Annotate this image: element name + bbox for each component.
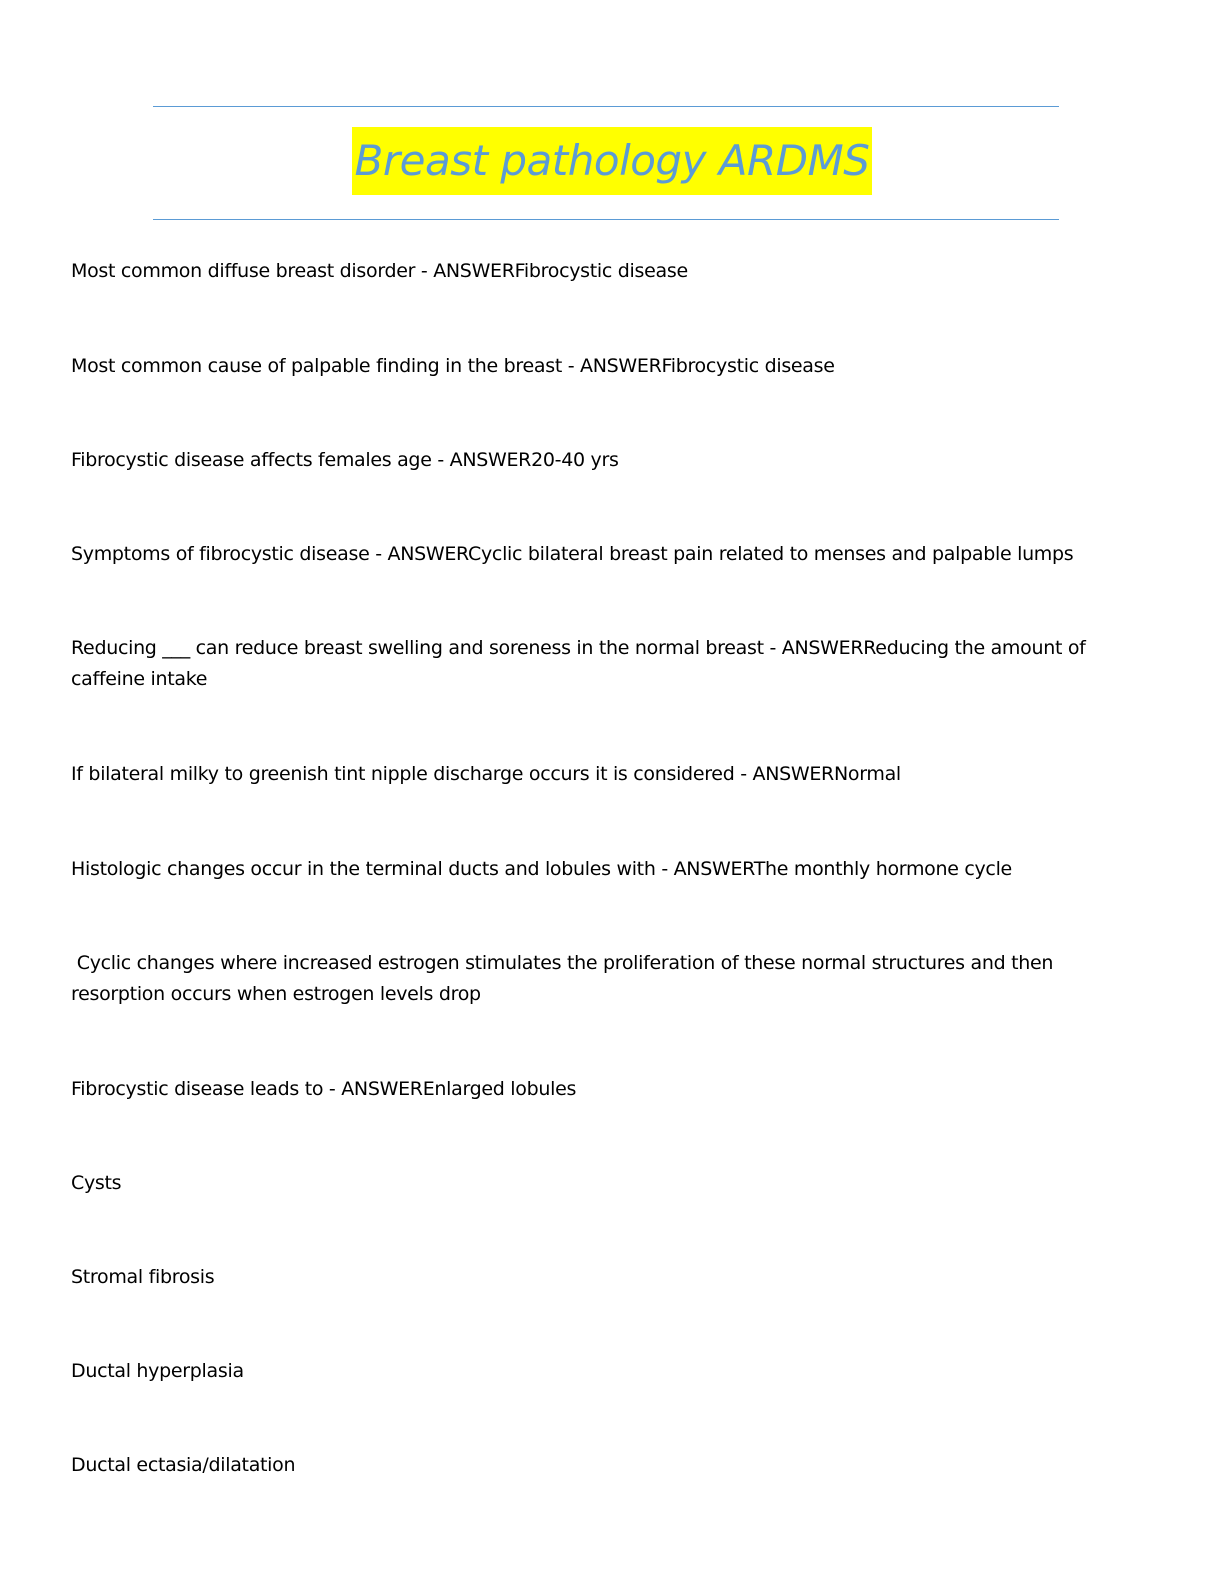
list-item-ductal-ectasia: Ductal ectasia/dilatation (71, 1454, 296, 1476)
qa-item-5: Reducing ___ can reduce breast swelling and soreness in the normal breast - ANSWERReducing the amount of caffeine intake (71, 637, 1092, 690)
title-container (0, 127, 1224, 195)
title-rule-bottom (153, 219, 1059, 220)
document-title: Breast pathology ARDMS (352, 127, 873, 195)
qa-item-8: Cyclic changes where increased estrogen stimulates the proliferation of these normal structures and then resorption occurs when estrogen levels drop (71, 952, 1059, 1005)
list-item-ductal-hyperplasia: Ductal hyperplasia (71, 1360, 244, 1382)
list-item-stromal-fibrosis: Stromal fibrosis (71, 1266, 215, 1288)
qa-item-1: Most common diffuse breast disorder - ANSWERFibrocystic disease (71, 260, 688, 282)
qa-item-9: Fibrocystic disease leads to - ANSWEREnlarged lobules (71, 1078, 577, 1100)
title-rule-top (153, 106, 1059, 107)
qa-item-2: Most common cause of palpable finding in the breast - ANSWERFibrocystic disease (71, 355, 835, 377)
list-item-cysts: Cysts (71, 1172, 122, 1194)
qa-item-7: Histologic changes occur in the terminal ducts and lobules with - ANSWERThe monthly hormone cycle (71, 858, 1012, 880)
qa-item-3: Fibrocystic disease affects females age - ANSWER20-40 yrs (71, 449, 619, 471)
qa-item-6: If bilateral milky to greenish tint nipple discharge occurs it is considered - ANSWERNormal (71, 763, 901, 785)
qa-item-4: Symptoms of fibrocystic disease - ANSWERCyclic bilateral breast pain related to menses and palpable lumps (71, 543, 1074, 565)
